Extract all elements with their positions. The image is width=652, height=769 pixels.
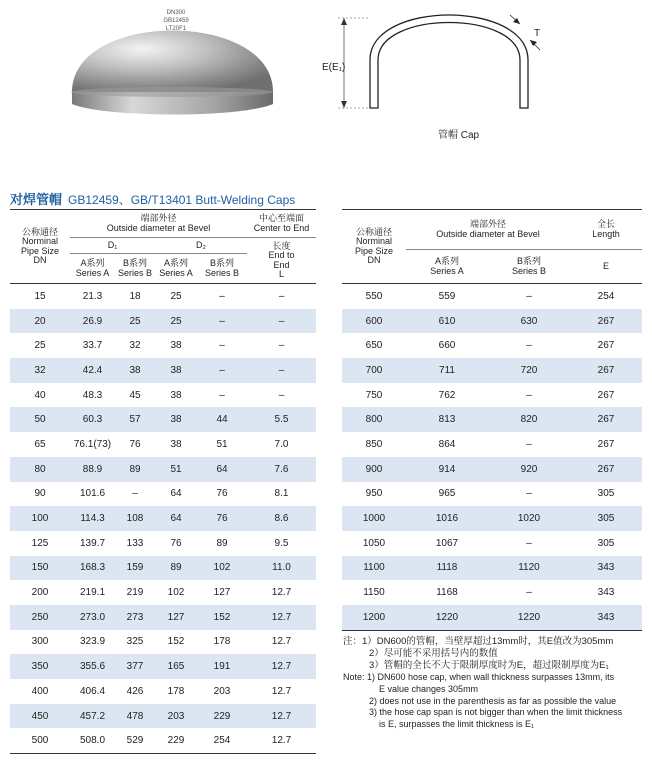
photo-stamp-3: DN300 bbox=[166, 10, 186, 16]
table-cell: 219 bbox=[126, 587, 144, 599]
photo-stamp-1: LT20F1 bbox=[165, 26, 187, 32]
table-cell: 178 bbox=[167, 685, 185, 697]
table-cell: 1200 bbox=[342, 605, 406, 630]
table-cell: 76 bbox=[197, 506, 247, 531]
note-en-2: 2) does not use in the parenthesis as far as possible the value bbox=[369, 695, 617, 706]
table-cell: 950 bbox=[365, 488, 383, 500]
dn-header-2: 公称通径 Norminal Pipe Size DN bbox=[354, 226, 394, 265]
table-cell: – bbox=[278, 389, 285, 401]
table-cell: 25 bbox=[34, 340, 46, 352]
table-row bbox=[342, 432, 642, 457]
table-cell: 305 bbox=[597, 488, 615, 500]
table-cell: 80 bbox=[10, 457, 70, 482]
table-row bbox=[342, 482, 642, 507]
table-cell: 11.0 bbox=[247, 556, 316, 581]
table-cell: 64 bbox=[170, 488, 182, 500]
table-cell: 25 bbox=[115, 309, 155, 334]
table-cell: 813 bbox=[406, 407, 488, 432]
table-cell: 1100 bbox=[342, 556, 406, 581]
table-cell: 64 bbox=[155, 506, 197, 531]
table-cell: 355.6 bbox=[70, 654, 115, 679]
table-cell: 750 bbox=[365, 389, 383, 401]
od-header-2: 端部外径 Outside diameter at Bevel bbox=[406, 210, 570, 250]
table-cell: 920 bbox=[488, 457, 570, 482]
table-cell: 25 bbox=[155, 309, 197, 334]
table-cell: 100 bbox=[10, 506, 70, 531]
table-row bbox=[10, 605, 316, 630]
table-cell: 9.5 bbox=[274, 537, 289, 549]
table-cell: 159 bbox=[115, 556, 155, 581]
table-cell: 203 bbox=[155, 704, 197, 729]
table-cell: 38 bbox=[170, 438, 182, 450]
e-header-2: E bbox=[602, 260, 609, 271]
table-cell: 40 bbox=[34, 389, 46, 401]
table-cell: – bbox=[526, 290, 532, 302]
table-cell: 102 bbox=[197, 556, 247, 581]
table-cell: 15 bbox=[34, 290, 46, 302]
table-cell: 500 bbox=[31, 735, 49, 747]
table-cell: 965 bbox=[438, 488, 456, 500]
table-row bbox=[342, 383, 642, 408]
table-cell: 229 bbox=[167, 735, 185, 747]
t-dimension-label: T bbox=[534, 28, 541, 39]
table-cell: 457.2 bbox=[70, 704, 115, 729]
table-cell: 300 bbox=[31, 636, 49, 648]
table-cell: 12.7 bbox=[247, 704, 316, 729]
table-cell: 108 bbox=[115, 506, 155, 531]
d1-series-a: A系列 Series A bbox=[75, 258, 110, 278]
table-cell: 900 bbox=[342, 457, 406, 482]
table-cell: 12.7 bbox=[271, 587, 292, 599]
table-row bbox=[342, 457, 642, 482]
table-cell: 133 bbox=[126, 537, 144, 549]
table-cell: 191 bbox=[197, 654, 247, 679]
ce-header: 中心至端面 Center to End bbox=[247, 210, 316, 238]
table-cell: 12.7 bbox=[247, 654, 316, 679]
table-row bbox=[10, 358, 316, 383]
photo-stamp-2: GB12459 bbox=[163, 18, 189, 24]
table-cell: 343 bbox=[597, 587, 615, 599]
table-cell: 377 bbox=[115, 654, 155, 679]
table-cell: 720 bbox=[488, 358, 570, 383]
table-cell: 323.9 bbox=[79, 636, 106, 648]
length-header-2: 全长 Length bbox=[570, 210, 642, 250]
table-cell: 7.6 bbox=[247, 457, 316, 482]
note-en-3: 3) the hose cap span is not bigger than when the limit thickness bbox=[369, 707, 623, 718]
table-cell: 1220 bbox=[488, 605, 570, 630]
table-cell: 42.4 bbox=[70, 358, 115, 383]
d1-header: D₁ bbox=[70, 238, 155, 254]
table-cell: 12.7 bbox=[271, 735, 292, 747]
table-cell: 33.7 bbox=[82, 340, 103, 352]
table-cell: 114.3 bbox=[70, 506, 115, 531]
e-dimension-label: E(E₁) bbox=[322, 62, 346, 73]
table-row bbox=[10, 333, 316, 358]
table-cell: 38 bbox=[170, 389, 182, 401]
table-row bbox=[10, 556, 316, 581]
table-cell: – bbox=[197, 309, 247, 334]
d2-series-b: B系列 Series B bbox=[204, 258, 239, 278]
table-cell: – bbox=[526, 438, 532, 450]
table-cell: 1150 bbox=[363, 587, 385, 599]
table-cell: 32 bbox=[129, 340, 141, 352]
table-cell: 89 bbox=[216, 537, 228, 549]
cap-caption: 管帽 Cap bbox=[438, 130, 480, 141]
table-cell: 1016 bbox=[406, 506, 488, 531]
table-cell: 26.9 bbox=[70, 309, 115, 334]
table-cell: 139.7 bbox=[79, 537, 106, 549]
table-cell: – bbox=[526, 587, 532, 599]
table-cell: 76 bbox=[170, 537, 182, 549]
table-cell: 1020 bbox=[488, 506, 570, 531]
table-row bbox=[10, 482, 316, 507]
table-cell: 152 bbox=[167, 636, 185, 648]
table-cell: 229 bbox=[197, 704, 247, 729]
table-cell: 529 bbox=[126, 735, 144, 747]
table-cell: 864 bbox=[438, 438, 456, 450]
table-row bbox=[342, 333, 642, 358]
table-row bbox=[10, 407, 316, 432]
table-cell: 267 bbox=[570, 407, 642, 432]
table-cell: 5.5 bbox=[247, 407, 316, 432]
title-en: GB12459、GB/T13401 Butt-Welding Caps bbox=[68, 193, 296, 207]
table-row bbox=[342, 556, 642, 581]
caps-table-dn15-500 bbox=[10, 209, 316, 754]
table-cell: – bbox=[219, 340, 225, 352]
table-cell: 18 bbox=[129, 290, 141, 302]
table-cell: 762 bbox=[438, 389, 456, 401]
table-cell: 76.1(73) bbox=[73, 438, 112, 450]
table-cell: 38 bbox=[155, 407, 197, 432]
table-cell: 660 bbox=[438, 340, 456, 352]
table-cell: 21.3 bbox=[82, 290, 103, 302]
table-cell: 426 bbox=[126, 685, 144, 697]
table-cell: 64 bbox=[197, 457, 247, 482]
table-row bbox=[10, 432, 316, 457]
table-cell: 914 bbox=[406, 457, 488, 482]
table-cell: – bbox=[526, 340, 532, 352]
table-cell: 89 bbox=[155, 556, 197, 581]
table-cell: 1067 bbox=[435, 537, 459, 549]
table-cell: 8.1 bbox=[274, 488, 289, 500]
table-cell: – bbox=[526, 389, 532, 401]
table-cell: 850 bbox=[365, 438, 383, 450]
d1-series-b: B系列 Series B bbox=[117, 258, 152, 278]
table-cell: 1000 bbox=[342, 506, 406, 531]
table-cell: 127 bbox=[213, 587, 231, 599]
table-cell: 150 bbox=[10, 556, 70, 581]
table-cell: 90 bbox=[34, 488, 46, 500]
d2-header: D₂ bbox=[155, 238, 247, 254]
dn-header: 公称通径 Norminal Pipe Size DN bbox=[20, 226, 60, 265]
table-cell: 102 bbox=[167, 587, 185, 599]
od-header: 端部外径 Outside diameter at Bevel bbox=[70, 210, 247, 238]
table-row bbox=[342, 605, 642, 630]
table-cell: – bbox=[247, 309, 316, 334]
table-cell: 219.1 bbox=[79, 587, 106, 599]
table-row bbox=[342, 580, 642, 605]
table-cell: 550 bbox=[365, 290, 383, 302]
table-cell: 76 bbox=[216, 488, 228, 500]
table-cell: – bbox=[278, 340, 285, 352]
table-cell: 267 bbox=[570, 358, 642, 383]
table-cell: – bbox=[219, 389, 225, 401]
table-cell: 800 bbox=[342, 407, 406, 432]
table-cell: 650 bbox=[365, 340, 383, 352]
table-row bbox=[342, 506, 642, 531]
table-row bbox=[342, 531, 642, 556]
table-cell: 273 bbox=[115, 605, 155, 630]
table-cell: 44 bbox=[197, 407, 247, 432]
table-cell: 20 bbox=[10, 309, 70, 334]
table-cell: 88.9 bbox=[70, 457, 115, 482]
table-cell: 610 bbox=[406, 309, 488, 334]
table-cell: 89 bbox=[115, 457, 155, 482]
table-row bbox=[10, 679, 316, 704]
length-header: 长度 End to End L bbox=[268, 240, 295, 279]
table-cell: 51 bbox=[216, 438, 228, 450]
table-cell: 127 bbox=[155, 605, 197, 630]
series-a-2: A系列 Series A bbox=[430, 256, 464, 276]
table-cell: 711 bbox=[406, 358, 488, 383]
table-cell: 12.7 bbox=[271, 685, 292, 697]
table-cell: – bbox=[197, 358, 247, 383]
table-cell: 65 bbox=[34, 438, 46, 450]
table-cell: 325 bbox=[126, 636, 144, 648]
table-row bbox=[10, 704, 316, 729]
table-cell: 508.0 bbox=[79, 735, 106, 747]
table-cell: 1168 bbox=[436, 587, 458, 599]
notes bbox=[343, 636, 648, 730]
table-row bbox=[10, 728, 316, 753]
table-cell: 1050 bbox=[362, 537, 386, 549]
note-zh-1: 注：1）DN600的管帽，当壁厚超过13mm时，其E值改为305mm bbox=[343, 636, 614, 647]
table-row bbox=[10, 654, 316, 679]
table-cell: 450 bbox=[10, 704, 70, 729]
table-cell: 1220 bbox=[406, 605, 488, 630]
table-cell: 60.3 bbox=[70, 407, 115, 432]
table-row bbox=[10, 630, 316, 655]
table-cell: – bbox=[132, 488, 138, 500]
table-cell: – bbox=[278, 290, 285, 302]
table-row bbox=[342, 284, 642, 309]
table-row bbox=[10, 309, 316, 334]
table-cell: 267 bbox=[570, 309, 642, 334]
table-cell: – bbox=[247, 358, 316, 383]
table-cell: 178 bbox=[213, 636, 231, 648]
table-cell: 12.7 bbox=[271, 636, 292, 648]
note-en-3b: is E, surpasses the limit thickness is E₁ bbox=[379, 718, 535, 729]
table-cell: 478 bbox=[115, 704, 155, 729]
table-cell: – bbox=[526, 537, 532, 549]
cap-section-diagram bbox=[322, 10, 570, 140]
table-cell: 406.4 bbox=[79, 685, 106, 697]
table-row bbox=[10, 457, 316, 482]
note-en-1b: E value changes 305mm bbox=[379, 683, 479, 694]
series-b-2: B系列 Series B bbox=[511, 256, 546, 276]
table-cell: 700 bbox=[342, 358, 406, 383]
table-cell: 12.7 bbox=[247, 605, 316, 630]
table-cell: 305 bbox=[570, 506, 642, 531]
table-cell: 48.3 bbox=[82, 389, 103, 401]
table-cell: 125 bbox=[31, 537, 49, 549]
table-cell: 267 bbox=[597, 340, 615, 352]
note-zh-2: 2）尽可能不采用括号内的数值 bbox=[369, 648, 498, 660]
d2-series-a: A系列 Series A bbox=[159, 258, 193, 278]
table-cell: 250 bbox=[10, 605, 70, 630]
table-row bbox=[342, 407, 642, 432]
table-cell: 267 bbox=[597, 389, 615, 401]
table-row bbox=[10, 383, 316, 408]
table-cell: 51 bbox=[155, 457, 197, 482]
table-row bbox=[342, 309, 642, 334]
table-cell: 203 bbox=[213, 685, 231, 697]
table-cell: 254 bbox=[213, 735, 231, 747]
table-cell: 343 bbox=[570, 605, 642, 630]
table-cell: 305 bbox=[597, 537, 615, 549]
table-cell: 45 bbox=[129, 389, 141, 401]
table-cell: 200 bbox=[31, 587, 49, 599]
table-cell: 101.6 bbox=[79, 488, 106, 500]
pipe-cap-photo bbox=[60, 0, 285, 120]
table-cell: 267 bbox=[597, 438, 615, 450]
note-zh-3: 3）管帽的全长不大于限制厚度时为E，超过限制厚度为E₁ bbox=[369, 660, 609, 672]
table-cell: 38 bbox=[155, 358, 197, 383]
table-cell: 165 bbox=[155, 654, 197, 679]
table-cell: 7.0 bbox=[274, 438, 289, 450]
table-cell: 50 bbox=[10, 407, 70, 432]
table-cell: 400 bbox=[31, 685, 49, 697]
table-cell: 168.3 bbox=[70, 556, 115, 581]
table-cell: 25 bbox=[170, 290, 182, 302]
title-zh: 对焊管帽 bbox=[10, 192, 63, 207]
note-en-1: Note: 1) DN600 hose cap, when wall thickness surpasses 13mm, its bbox=[343, 672, 615, 683]
table-cell: 267 bbox=[570, 457, 642, 482]
table-cell: 1120 bbox=[488, 556, 570, 581]
table-cell: 76 bbox=[129, 438, 141, 450]
table-cell: 343 bbox=[570, 556, 642, 581]
table-cell: 630 bbox=[488, 309, 570, 334]
table-cell: – bbox=[219, 290, 225, 302]
table-row bbox=[342, 358, 642, 383]
table-cell: 57 bbox=[115, 407, 155, 432]
table-cell: 559 bbox=[438, 290, 456, 302]
table-row bbox=[10, 531, 316, 556]
table-row bbox=[10, 284, 316, 309]
table-cell: 254 bbox=[597, 290, 615, 302]
table-cell: 152 bbox=[197, 605, 247, 630]
table-row bbox=[10, 580, 316, 605]
table-cell: 1118 bbox=[406, 556, 488, 581]
table-cell: 38 bbox=[170, 340, 182, 352]
table-cell: 38 bbox=[115, 358, 155, 383]
table-row bbox=[10, 506, 316, 531]
table-cell: 32 bbox=[10, 358, 70, 383]
table-cell: 350 bbox=[10, 654, 70, 679]
section-title bbox=[10, 189, 295, 208]
table-cell: 820 bbox=[488, 407, 570, 432]
table-cell: 600 bbox=[342, 309, 406, 334]
table-cell: – bbox=[526, 488, 532, 500]
table-cell: 273.0 bbox=[70, 605, 115, 630]
caps-table-dn550-1200 bbox=[342, 209, 642, 631]
table-cell: 8.6 bbox=[247, 506, 316, 531]
